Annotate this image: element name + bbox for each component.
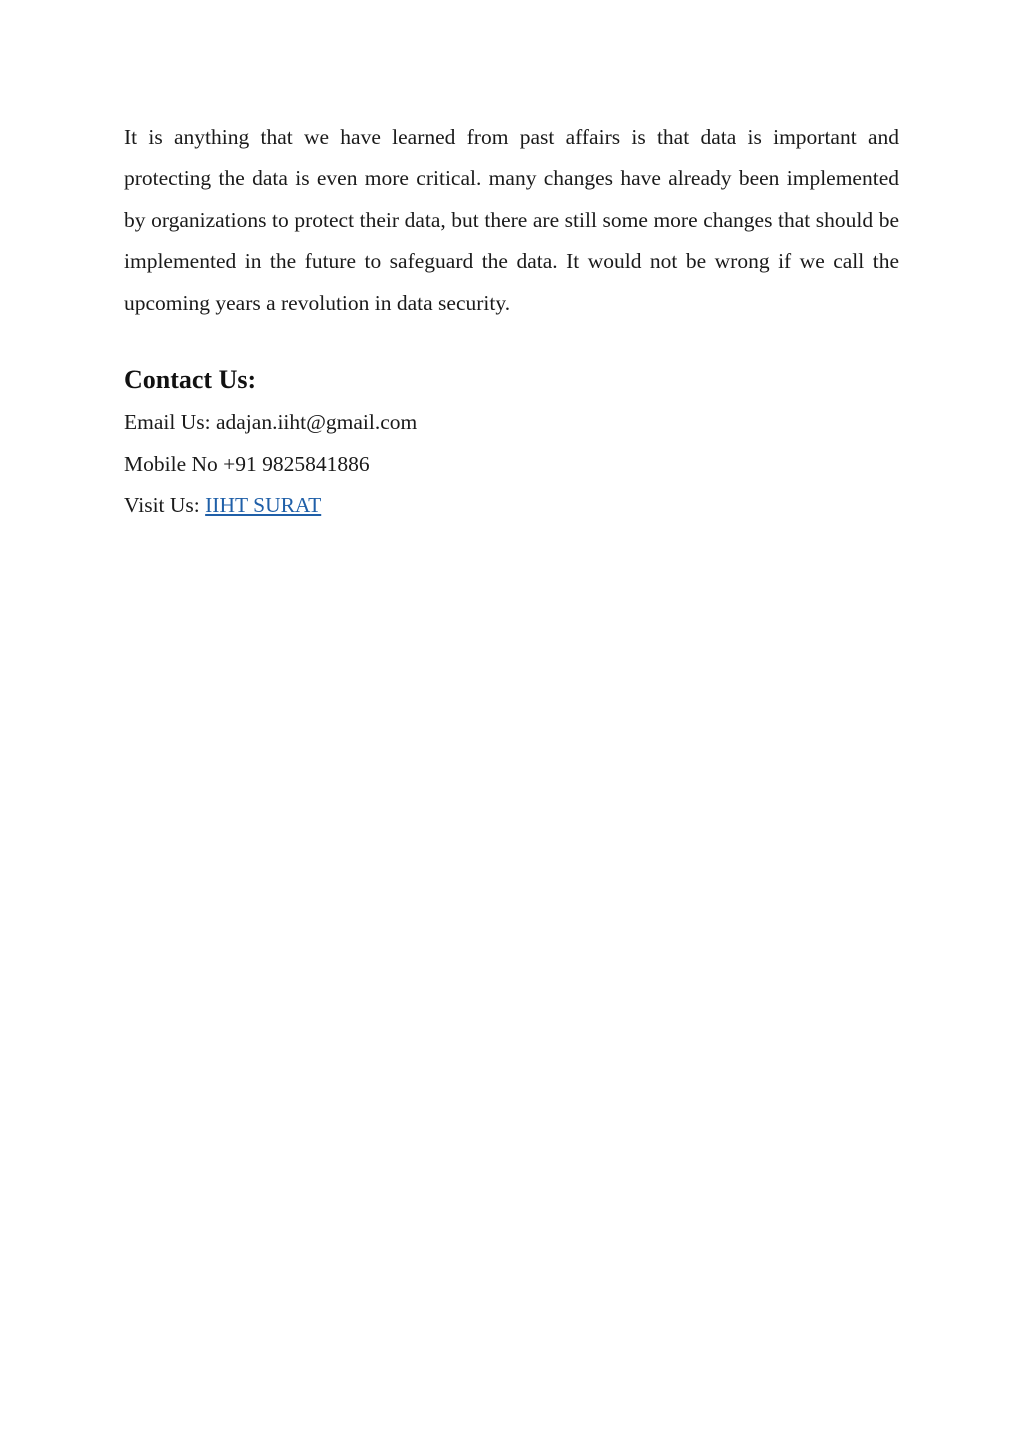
mobile-label: Mobile No <box>124 451 218 476</box>
body-paragraph: It is anything that we have learned from past affairs is that data is important and protecting the data is even more critical. many changes have already been implemented by organizations to protect their data, but there are still some more changes that should be implemented in the future to safeguard the data. It would not be wrong if we call the upcoming years a revolution in data security. <box>124 125 899 315</box>
iiht-surat-link[interactable]: IIHT SURAT <box>205 493 322 518</box>
mobile-line <box>124 444 899 486</box>
visit-line <box>124 485 899 527</box>
document-content <box>124 117 899 527</box>
email-line <box>124 402 899 444</box>
contact-heading: Contact Us: <box>124 365 257 395</box>
mobile-value: +91 9825841886 <box>223 451 370 476</box>
email-label: Email Us: <box>124 410 211 435</box>
email-value: adajan.iiht@gmail.com <box>215 410 418 435</box>
visit-label: Visit Us: <box>124 493 200 518</box>
